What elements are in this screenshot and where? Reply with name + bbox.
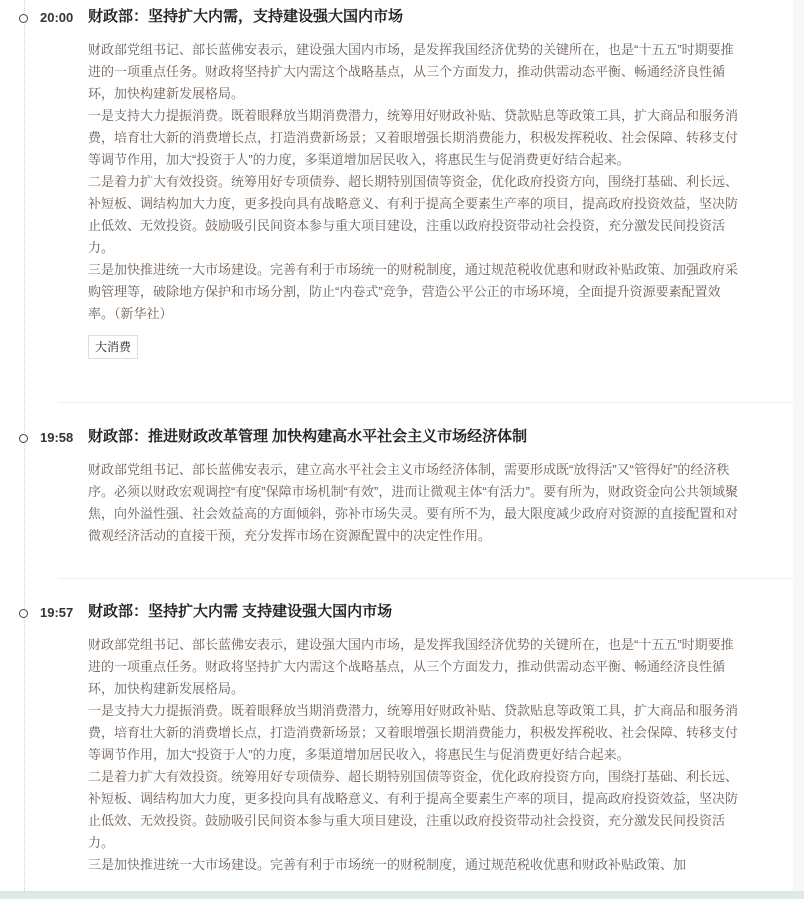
news-title[interactable]: 财政部：坚持扩大内需 支持建设强大国内市场 xyxy=(88,603,393,620)
news-paragraph: 财政部党组书记、部长蓝佛安表示，建设强大国内市场，是发挥我国经济优势的关键所在，也是“十五五”时期要推进的一项重点任务。财政将坚持扩大内需这个战略基点，从三个方面发力，推动供需动态平衡、畅通经济良性循环，加快构建新发展格局。 xyxy=(88,42,734,101)
timeline-dot-icon xyxy=(19,14,28,23)
news-paragraph: 财政部党组书记、部长蓝佛安表示，建设强大国内市场，是发挥我国经济优势的关键所在，也是“十五五”时期要推进的一项重点任务。财政将坚持扩大内需这个战略基点，从三个方面发力，推动供需动态平衡、畅通经济良性循环，加快构建新发展格局。 xyxy=(88,637,734,696)
news-body xyxy=(88,39,738,325)
scrollbar-track[interactable] xyxy=(793,0,804,891)
timeline-dot-icon xyxy=(19,434,28,443)
news-paragraph: 三是加快推进统一大市场建设。完善有利于市场统一的财税制度，通过规范税收优惠和财政补贴政策、加强政府采购管理等，破除地方保护和市场分割，防止“内卷式”竞争，营造公平公正的市场环境，全面提升资源要素配置效率。（新华社） xyxy=(88,262,739,321)
timeline-dot-icon xyxy=(19,609,28,618)
news-paragraph: 二是着力扩大有效投资。统筹用好专项债券、超长期特别国债等资金，优化政府投资方向，围绕打基础、利长远、补短板、调结构加大力度，更多投向具有战略意义、有利于提高全要素生产率的项目，提高政府投资效益，坚决防止低效、无效投资。鼓励吸引民间资本参与重大项目建设，注重以政府投资带动社会投资，充分激发民间投资活力。 xyxy=(88,769,739,850)
news-title[interactable]: 财政部：坚持扩大内需，支持建设强大国内市场 xyxy=(88,8,404,25)
news-tag[interactable]: 大消费 xyxy=(88,335,138,359)
news-body xyxy=(88,634,738,876)
divider xyxy=(58,578,793,579)
news-time: 19:58 xyxy=(40,430,74,445)
news-paragraph: 财政部党组书记、部长蓝佛安表示，建立高水平社会主义市场经济体制，需要形成既“放得活”又“管得好”的经济秩序。必须以财政宏观调控“有度”保障市场机制“有效”，进而让微观主体“有活力”。要有所为，财政资金向公共领域聚焦，向外溢性强、社会效益高的方面倾斜，弥补市场失灵。要有所不为，最大限度减少政府对资源的直接配置和对微观经济活动的直接干预，充分发挥市场在资源配置中的决定性作用。 xyxy=(88,462,739,543)
news-body xyxy=(88,459,738,547)
news-item xyxy=(0,602,738,876)
news-time: 20:00 xyxy=(40,10,74,25)
news-paragraph: 一是支持大力提振消费。既着眼释放当期消费潜力，统筹用好财政补贴、贷款贴息等政策工具，扩大商品和服务消费，培育壮大新的消费增长点，打造消费新场景；又着眼增强长期消费能力，积极发挥税收、社会保障、转移支付等调节作用，加大“投资于人”的力度，多渠道增加居民收入，将惠民生与促消费更好结合起来。 xyxy=(88,703,739,762)
news-item xyxy=(0,427,738,547)
news-title[interactable]: 财政部：推进财政改革管理 加快构建高水平社会主义市场经济体制 xyxy=(88,428,528,445)
news-paragraph: 一是支持大力提振消费。既着眼释放当期消费潜力，统筹用好财政补贴、贷款贴息等政策工具，扩大商品和服务消费，培育壮大新的消费增长点，打造消费新场景；又着眼增强长期消费能力，积极发挥税收、社会保障、转移支付等调节作用，加大“投资于人”的力度，多渠道增加居民收入，将惠民生与促消费更好结合起来。 xyxy=(88,108,739,167)
news-time: 19:57 xyxy=(40,605,74,620)
bottom-bar xyxy=(0,891,804,899)
divider xyxy=(58,402,793,403)
news-paragraph: 二是着力扩大有效投资。统筹用好专项债券、超长期特别国债等资金，优化政府投资方向，围绕打基础、利长远、补短板、调结构加大力度，更多投向具有战略意义、有利于提高全要素生产率的项目，提高政府投资效益，坚决防止低效、无效投资。鼓励吸引民间资本参与重大项目建设，注重以政府投资带动社会投资，充分激发民间投资活力。 xyxy=(88,174,739,255)
news-paragraph: 三是加快推进统一大市场建设。完善有利于市场统一的财税制度，通过规范税收优惠和财政补贴政策、加 xyxy=(88,857,687,872)
news-item xyxy=(0,7,738,359)
